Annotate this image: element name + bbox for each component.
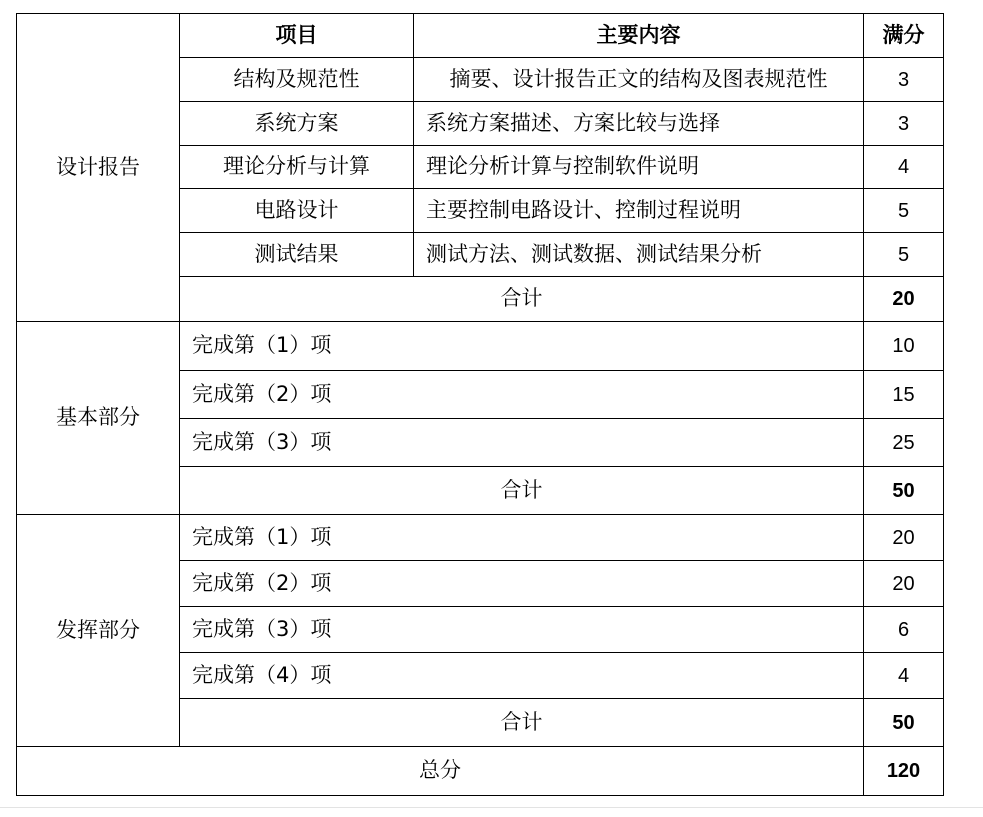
row-item: 完成第（1）项 [180,322,864,371]
section-label-extended-part: 发挥部分 [17,515,180,747]
row-content: 摘要、设计报告正文的结构及图表规范性 [414,58,864,102]
row-score: 4 [864,146,944,189]
subtotal-label: 合计 [180,277,864,322]
row-item: 理论分析与计算 [180,146,414,189]
row-score: 5 [864,189,944,233]
row-item: 系统方案 [180,102,414,146]
subtotal-score: 50 [864,467,944,515]
row-score: 4 [864,653,944,699]
row-item: 完成第（4）项 [180,653,864,699]
page-bottom-divider [0,807,983,808]
row-item: 测试结果 [180,233,414,277]
subtotal-label: 合计 [180,699,864,747]
row-content: 系统方案描述、方案比较与选择 [414,102,864,146]
row-score: 15 [864,371,944,419]
section-label-basic-part: 基本部分 [17,322,180,515]
row-score: 20 [864,515,944,561]
scoring-table [16,13,944,796]
total-score: 120 [864,747,944,796]
subtotal-label: 合计 [180,467,864,515]
row-score: 6 [864,607,944,653]
row-score: 5 [864,233,944,277]
row-item: 完成第（2）项 [180,561,864,607]
header-score: 满分 [864,14,944,58]
total-label: 总分 [17,747,864,796]
row-score: 3 [864,58,944,102]
header-content: 主要内容 [414,14,864,58]
row-item: 完成第（1）项 [180,515,864,561]
subtotal-score: 50 [864,699,944,747]
row-content: 理论分析计算与控制软件说明 [414,146,864,189]
subtotal-score: 20 [864,277,944,322]
row-item: 完成第（3）项 [180,419,864,467]
total-row [17,747,944,796]
row-score: 10 [864,322,944,371]
row-content: 主要控制电路设计、控制过程说明 [414,189,864,233]
row-item: 结构及规范性 [180,58,414,102]
section-label-design-report: 设计报告 [17,14,180,322]
row-score: 3 [864,102,944,146]
row-content: 测试方法、测试数据、测试结果分析 [414,233,864,277]
row-score: 20 [864,561,944,607]
row-item: 电路设计 [180,189,414,233]
header-item: 项目 [180,14,414,58]
table-row [17,515,944,561]
row-item: 完成第（2）项 [180,371,864,419]
row-item: 完成第（3）项 [180,607,864,653]
table-row [17,322,944,371]
row-score: 25 [864,419,944,467]
header-row [17,14,944,58]
